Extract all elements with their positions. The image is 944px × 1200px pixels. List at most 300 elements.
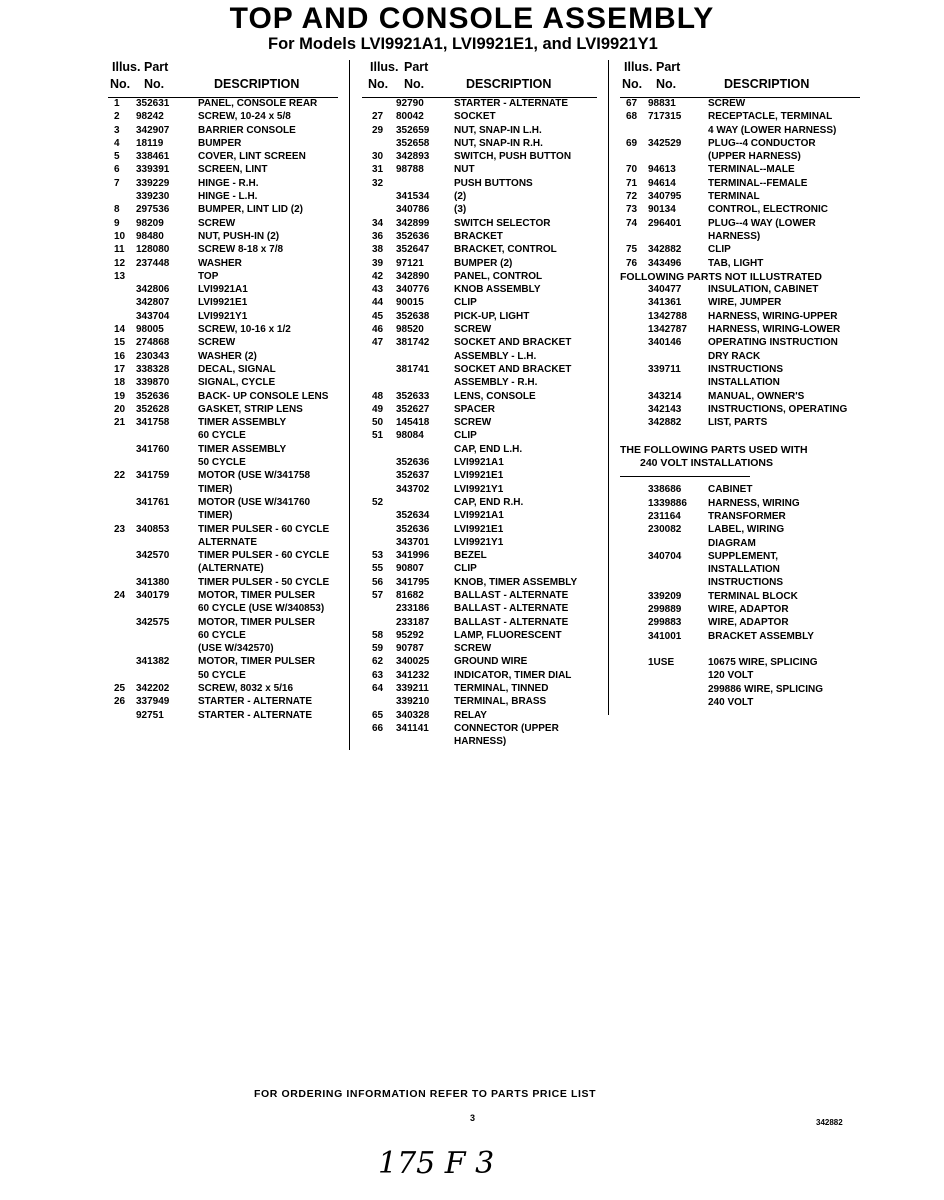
- illus-number: 67: [626, 98, 638, 109]
- part-number: 299883: [648, 617, 682, 629]
- illus-number: 22: [114, 470, 126, 482]
- part-description: CLIP: [708, 244, 731, 256]
- part-description: DECAL, SIGNAL: [198, 363, 276, 375]
- illus-number: 76: [626, 257, 638, 269]
- part-description: BUMPER (2): [454, 257, 513, 269]
- part-number: 341758: [136, 417, 170, 429]
- illus-number: 19: [114, 390, 126, 402]
- part-number: 342882: [648, 417, 682, 429]
- part-number: 339711: [648, 363, 681, 375]
- table-row: [108, 537, 344, 550]
- part-number: 297536: [136, 204, 170, 216]
- part-number: 98831: [648, 98, 676, 109]
- part-number: 343702: [396, 483, 430, 495]
- part-description: SIGNAL, CYCLE: [198, 377, 276, 389]
- part-description: RECEPTACLE, TERMINAL: [708, 111, 833, 123]
- illus-number: 36: [372, 230, 384, 242]
- illus-number: 57: [372, 589, 384, 601]
- part-description: LIST, PARTS: [708, 417, 768, 429]
- table-row: [108, 630, 344, 643]
- part-description: PANEL, CONTROL: [454, 270, 543, 282]
- part-number: 341760: [136, 443, 170, 455]
- table-row: [362, 444, 598, 457]
- part-number: 90807: [396, 563, 424, 575]
- part-description: SWITCH, PUSH BUTTON: [454, 151, 572, 163]
- part-description: CLIP: [454, 563, 477, 575]
- part-number: 340795: [648, 191, 682, 203]
- table-row: [620, 204, 865, 217]
- part-description: KNOB ASSEMBLY: [454, 284, 541, 296]
- part-description: MOTOR (USE W/341760: [198, 496, 311, 508]
- illus-number: 25: [114, 683, 126, 695]
- table-row: [108, 125, 344, 138]
- table-row: [108, 191, 344, 204]
- part-description: HINGE - L.H.: [198, 191, 258, 203]
- part-description: 50 CYCLE: [198, 457, 246, 469]
- part-description: ASSEMBLY - R.H.: [454, 377, 538, 389]
- table-row: [620, 417, 865, 430]
- part-description: INSTALLATION: [708, 564, 780, 576]
- header-illus: Illus.: [624, 60, 653, 74]
- part-description: TIMER ASSEMBLY: [198, 443, 287, 455]
- table-row: [620, 258, 865, 271]
- part-number: 343704: [136, 310, 170, 322]
- table-row: [362, 337, 598, 350]
- part-number: 339229: [136, 177, 170, 189]
- table-row: [362, 736, 598, 749]
- illus-number: 56: [372, 576, 384, 588]
- part-number: 337949: [136, 696, 170, 708]
- part-number: 128080: [136, 244, 170, 256]
- illus-number: 50: [372, 417, 384, 429]
- table-row: [620, 98, 865, 111]
- part-number: 98209: [136, 217, 164, 229]
- table-row: [620, 391, 865, 404]
- part-description: PLUG--4 CONDUCTOR: [708, 137, 816, 149]
- table-row: [620, 178, 865, 191]
- table-row: [362, 351, 598, 364]
- table-row: [108, 324, 344, 337]
- illus-number: 1: [114, 98, 120, 109]
- table-row: [108, 164, 344, 177]
- part-number: 233186: [396, 603, 430, 615]
- part-description: SWITCH SELECTOR: [454, 217, 551, 229]
- part-number: 98788: [396, 164, 424, 176]
- illus-number: 32: [372, 177, 384, 189]
- illus-number: 11: [114, 244, 125, 256]
- illus-number: 3: [114, 124, 120, 136]
- table-row: [620, 670, 865, 683]
- part-description: TIMER ASSEMBLY: [198, 417, 287, 429]
- table-row: [620, 511, 865, 524]
- part-description: HARNESS): [454, 736, 507, 748]
- part-description: TERMINAL, TINNED: [454, 683, 549, 695]
- part-description: BEZEL: [454, 550, 487, 562]
- part-description: PICK-UP, LIGHT: [454, 310, 530, 322]
- column-header: [362, 60, 598, 98]
- table-row: [620, 684, 865, 697]
- table-row: [108, 391, 344, 404]
- part-description: CLIP: [454, 297, 477, 309]
- table-row: [362, 656, 598, 669]
- header-part: Part: [144, 60, 169, 74]
- table-row: [362, 670, 598, 683]
- header-no: No.: [656, 77, 677, 91]
- part-description: CAP, END R.H.: [454, 496, 524, 508]
- part-description: MOTOR (USE W/341758: [198, 470, 311, 482]
- table-row: [620, 191, 865, 204]
- table-row: [362, 178, 598, 191]
- table-row: [620, 111, 865, 124]
- table-row: [108, 111, 344, 124]
- table-row: [620, 244, 865, 257]
- table-row: [362, 111, 598, 124]
- table-row: [620, 551, 865, 564]
- part-number: 1USE: [648, 657, 675, 669]
- part-description: LABEL, WIRING: [708, 524, 785, 536]
- table-row: [108, 457, 344, 470]
- part-description: BRACKET ASSEMBLY: [708, 630, 814, 642]
- illus-number: 4: [114, 137, 120, 149]
- illus-number: 39: [372, 257, 384, 269]
- part-description: STARTER - ALTERNATE: [454, 98, 569, 109]
- part-description: BALLAST - ALTERNATE: [454, 616, 569, 628]
- part-description: HARNESS, WIRING-UPPER: [708, 310, 838, 322]
- part-description: LVI9921E1: [454, 470, 504, 482]
- part-number: 341382: [136, 656, 170, 668]
- part-description: PLUG--4 WAY (LOWER: [708, 217, 816, 229]
- part-number: 381741: [396, 363, 430, 375]
- illus-number: 73: [626, 204, 638, 216]
- part-number: 95292: [396, 629, 424, 641]
- part-description: TERMINAL--MALE: [708, 164, 795, 176]
- table-row: [362, 470, 598, 483]
- table-row: [108, 524, 344, 537]
- section-heading-text: THE FOLLOWING PARTS USED WITH: [620, 443, 808, 456]
- part-description: SCREW: [454, 643, 492, 655]
- part-number: 340146: [648, 337, 682, 349]
- illus-number: 70: [626, 164, 638, 176]
- part-number: 98005: [136, 324, 164, 336]
- table-row: [362, 297, 598, 310]
- table-row: [108, 178, 344, 191]
- illus-number: 29: [372, 124, 384, 136]
- ordering-info-footer: FOR ORDERING INFORMATION REFER TO PARTS PRICE LIST: [254, 1088, 597, 1100]
- part-number: 352633: [396, 390, 430, 402]
- illus-number: 43: [372, 284, 384, 296]
- table-row: [362, 138, 598, 151]
- illus-number: 31: [372, 164, 384, 176]
- table-row: [620, 337, 865, 350]
- illus-number: 51: [372, 430, 384, 442]
- part-description: SCREW 8-18 x 7/8: [198, 244, 284, 256]
- table-row: [362, 563, 598, 576]
- table-row: [620, 657, 865, 670]
- table-row: [108, 643, 344, 656]
- part-number: 90015: [396, 297, 424, 309]
- table-row: [362, 643, 598, 656]
- part-description: SCREW, 8032 x 5/16: [198, 683, 294, 695]
- illus-number: 2: [114, 111, 120, 123]
- part-number: 339391: [136, 164, 170, 176]
- part-description: SCREW, 10-16 x 1/2: [198, 324, 291, 336]
- table-row: [108, 710, 344, 723]
- illus-number: 44: [372, 297, 384, 309]
- header-part: Part: [404, 60, 429, 74]
- table-row: [362, 258, 598, 271]
- part-description: INSTRUCTIONS, OPERATING: [708, 403, 848, 415]
- part-number: 296401: [648, 217, 682, 229]
- part-description: CABINET: [708, 484, 753, 496]
- part-number: 92751: [136, 709, 164, 721]
- table-row: [620, 631, 865, 644]
- part-description: BRACKET: [454, 230, 503, 242]
- part-description: SPACER: [454, 403, 495, 415]
- section-rule: [620, 470, 865, 484]
- table-row: [108, 617, 344, 630]
- illus-number: 23: [114, 523, 126, 535]
- part-number: 1339886: [648, 497, 687, 509]
- table-row: [362, 191, 598, 204]
- part-number: 338328: [136, 363, 170, 375]
- column-divider: [608, 60, 609, 715]
- table-row: [362, 151, 598, 164]
- part-number: 340776: [396, 284, 430, 296]
- table-row: [108, 430, 344, 443]
- part-number: 352631: [136, 98, 170, 109]
- illus-number: 65: [372, 709, 384, 721]
- header-illus: Illus.: [370, 60, 399, 74]
- part-number: 341761: [136, 496, 170, 508]
- table-row: [108, 271, 344, 284]
- part-description: 299886 WIRE, SPLICING: [708, 683, 824, 695]
- header-no: No.: [110, 77, 131, 91]
- part-number: 339209: [648, 590, 682, 602]
- part-description: NUT, SNAP-IN L.H.: [454, 124, 542, 136]
- table-row: [362, 617, 598, 630]
- illus-number: 53: [372, 550, 384, 562]
- part-number: 230082: [648, 524, 682, 536]
- illus-number: 30: [372, 151, 384, 163]
- table-row: [362, 590, 598, 603]
- part-description: CONNECTOR (UPPER: [454, 722, 559, 734]
- illus-number: 12: [114, 257, 126, 269]
- part-description: HARNESS): [708, 230, 761, 242]
- table-row: [108, 484, 344, 497]
- illus-number: 63: [372, 669, 384, 681]
- illus-number: 75: [626, 244, 638, 256]
- part-number: 341996: [396, 550, 430, 562]
- part-description: 4 WAY (LOWER HARNESS): [708, 124, 837, 136]
- header-description: DESCRIPTION: [466, 77, 552, 91]
- part-description: RELAY: [454, 709, 487, 721]
- table-row: [108, 510, 344, 523]
- part-number: 342807: [136, 297, 170, 309]
- illus-number: 59: [372, 643, 384, 655]
- part-description: NUT: [454, 164, 475, 176]
- part-number: 341141: [396, 722, 429, 734]
- part-description: WIRE, JUMPER: [708, 297, 782, 309]
- part-description: DIAGRAM: [708, 537, 756, 549]
- part-description: GROUND WIRE: [454, 656, 528, 668]
- table-row: [620, 284, 865, 297]
- table-row: [620, 151, 865, 164]
- part-description: CONTROL, ELECTRONIC: [708, 204, 828, 216]
- part-number: 352634: [396, 510, 430, 522]
- table-row: [362, 391, 598, 404]
- part-description: LVI9921A1: [198, 284, 248, 296]
- part-number: 352636: [396, 523, 430, 535]
- part-description: BRACKET, CONTROL: [454, 244, 557, 256]
- table-row: [108, 470, 344, 483]
- table-row: [620, 138, 865, 151]
- part-description: HARNESS, WIRING-LOWER: [708, 324, 841, 336]
- part-number: 343214: [648, 390, 682, 402]
- part-description: 60 CYCLE: [198, 430, 246, 442]
- part-number: 342202: [136, 683, 170, 695]
- illus-number: 17: [114, 363, 126, 375]
- illus-number: 16: [114, 350, 126, 362]
- illus-number: 20: [114, 403, 126, 415]
- part-description: TIMER PULSER - 50 CYCLE: [198, 576, 330, 588]
- part-number: 342907: [136, 124, 170, 136]
- illus-number: 48: [372, 390, 384, 402]
- illus-number: 46: [372, 324, 384, 336]
- part-description: HINGE - R.H.: [198, 177, 259, 189]
- part-number: 145418: [396, 417, 430, 429]
- table-row: [108, 231, 344, 244]
- illus-number: 64: [372, 683, 384, 695]
- table-row: [108, 404, 344, 417]
- table-row: [362, 510, 598, 523]
- part-description: TERMINAL: [708, 191, 760, 203]
- illus-number: 14: [114, 324, 126, 336]
- illus-number: 34: [372, 217, 384, 229]
- part-number: 341361: [648, 297, 682, 309]
- part-number: 94613: [648, 164, 676, 176]
- part-number: 98242: [136, 111, 164, 123]
- part-number: 352636: [396, 457, 430, 469]
- part-number: 233187: [396, 616, 430, 628]
- table-row: [362, 204, 598, 217]
- part-description: ASSEMBLY - L.H.: [454, 350, 537, 362]
- part-number: 237448: [136, 257, 170, 269]
- part-number: 342893: [396, 151, 430, 163]
- part-description: COVER, LINT SCREEN: [198, 151, 306, 163]
- table-row: [362, 457, 598, 470]
- table-row: [620, 498, 865, 511]
- part-description: SOCKET AND BRACKET: [454, 363, 572, 375]
- illus-number: 7: [114, 177, 120, 189]
- table-row: [108, 444, 344, 457]
- section-heading: [620, 457, 865, 470]
- part-description: STARTER - ALTERNATE: [198, 709, 313, 721]
- table-row: [108, 683, 344, 696]
- part-number: 342806: [136, 284, 170, 296]
- table-row: [620, 231, 865, 244]
- illus-number: 71: [626, 177, 638, 189]
- part-description: LVI9921Y1: [454, 483, 504, 495]
- part-description: MOTOR, TIMER PULSER: [198, 589, 316, 601]
- blank-row: [620, 430, 865, 443]
- table-row: [108, 218, 344, 231]
- part-description: SUPPLEMENT,: [708, 550, 779, 562]
- illus-number: 49: [372, 403, 384, 415]
- page-title: TOP AND CONSOLE ASSEMBLY: [229, 2, 715, 35]
- part-description: LAMP, FLUORESCENT: [454, 629, 562, 641]
- header-illus: Illus.: [112, 60, 141, 74]
- part-description: DRY RACK: [708, 350, 761, 362]
- table-row: [362, 524, 598, 537]
- part-description: MOTOR, TIMER PULSER: [198, 616, 316, 628]
- part-description: SCREW: [708, 98, 746, 109]
- table-row: [620, 538, 865, 551]
- part-number: 98480: [136, 230, 164, 242]
- part-number: 352637: [396, 470, 430, 482]
- illus-number: 42: [372, 270, 384, 282]
- table-row: [108, 244, 344, 257]
- illus-number: 62: [372, 656, 384, 668]
- part-description: NUT, SNAP-IN R.H.: [454, 137, 543, 149]
- part-description: TOP: [198, 270, 219, 282]
- illus-number: 27: [372, 111, 384, 123]
- part-description: (2): [454, 191, 467, 203]
- part-description: 60 CYCLE: [198, 629, 246, 641]
- part-number: 18119: [136, 137, 164, 149]
- part-description: PUSH BUTTONS: [454, 177, 533, 189]
- table-row: [362, 377, 598, 390]
- table-row: [620, 564, 865, 577]
- part-description: INDICATOR, TIMER DIAL: [454, 669, 572, 681]
- header-description: DESCRIPTION: [214, 77, 300, 91]
- table-row: [108, 670, 344, 683]
- part-description: SCREW: [454, 324, 492, 336]
- part-number: 341759: [136, 470, 170, 482]
- illus-number: 72: [626, 191, 638, 203]
- table-row: [362, 244, 598, 257]
- table-row: [362, 710, 598, 723]
- part-number: 338461: [136, 151, 170, 163]
- part-description: LVI9921E1: [454, 523, 504, 535]
- header-no: No.: [368, 77, 389, 91]
- table-row: [620, 377, 865, 390]
- part-description: SCREW: [198, 217, 236, 229]
- part-number: 342882: [648, 244, 682, 256]
- illus-number: 55: [372, 563, 384, 575]
- table-row: [108, 696, 344, 709]
- header-no: No.: [404, 77, 425, 91]
- illus-number: 5: [114, 151, 120, 163]
- header-no: No.: [622, 77, 643, 91]
- part-number: 339211: [396, 683, 429, 695]
- section-heading: [620, 444, 865, 457]
- table-row: [620, 591, 865, 604]
- part-description: 60 CYCLE (USE W/340853): [198, 603, 325, 615]
- part-number: 341795: [396, 576, 430, 588]
- part-number: 92790: [396, 98, 424, 109]
- illus-number: 74: [626, 217, 638, 229]
- part-number: 340853: [136, 523, 170, 535]
- table-row: [620, 484, 865, 497]
- table-row: [108, 151, 344, 164]
- part-number: 340025: [396, 656, 430, 668]
- table-row: [108, 351, 344, 364]
- part-number: 341001: [648, 630, 682, 642]
- illus-number: 66: [372, 722, 384, 734]
- part-number: 342143: [648, 403, 682, 415]
- part-description: SOCKET: [454, 111, 496, 123]
- illus-number: 21: [114, 417, 126, 429]
